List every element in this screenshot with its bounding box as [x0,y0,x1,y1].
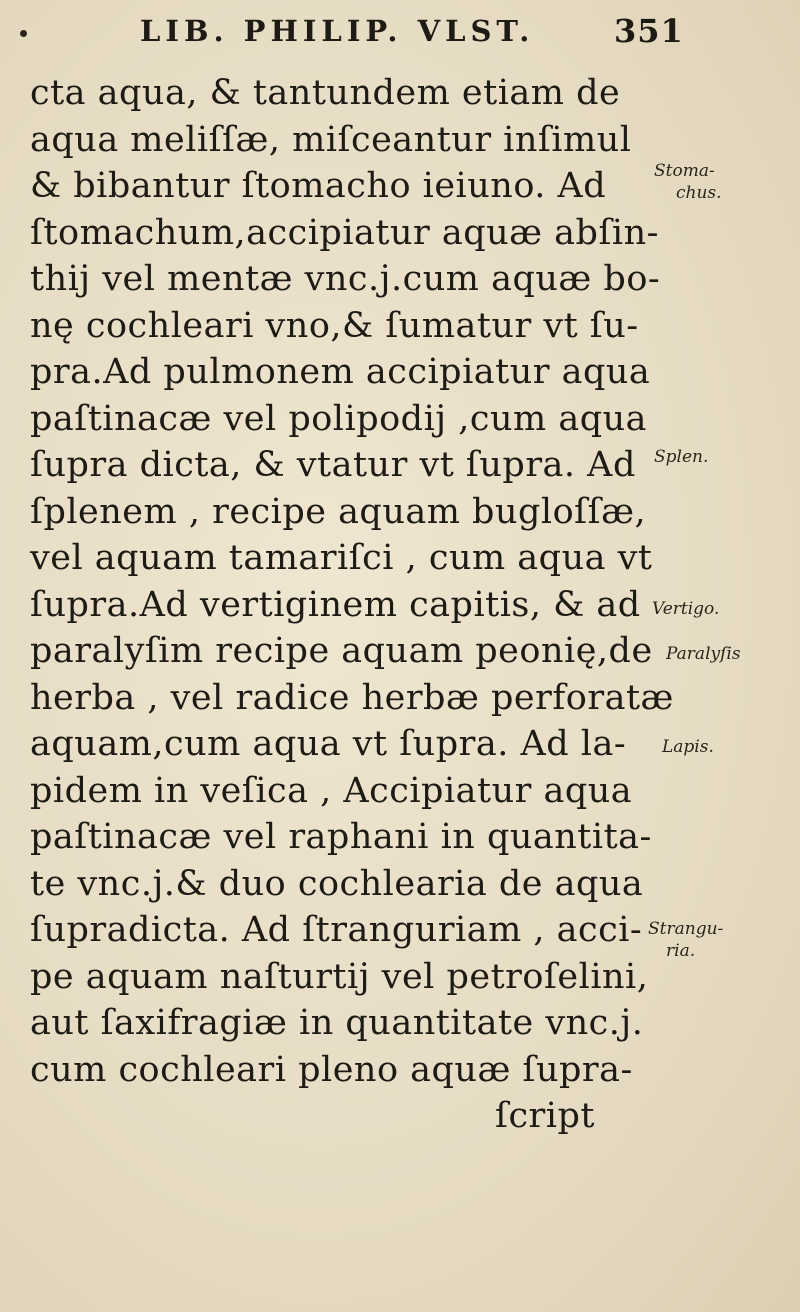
catchword: ſcript [495,1096,595,1136]
text-line-10: ſplenem , recipe aquam bugloſſæ, [30,491,647,532]
text-line-22: cum cochleari pleno aquæ ſupra- [30,1049,633,1090]
text-line-7: pra.Ad pulmonem accipiatur aqua [30,352,651,392]
margin-note-paralysis [666,643,741,665]
margin-note-vertigo [652,598,719,620]
margin-note-stranguria [648,918,723,962]
margin-note-line: Stoma- [654,161,715,181]
margin-note-line: ria. [666,941,696,961]
ink-dot [20,30,27,37]
text-line-3: & bibantur ſtomacho ieiuno. Ad [30,166,607,206]
text-line-21: aut ſaxifragiæ in quantitate vnc.j. [30,1003,644,1043]
text-line-19: ſupradicta. Ad ſtranguriam , acci- [30,910,643,950]
text-line-1: cta aqua, & tantundem etiam de [30,73,621,113]
margin-note-stomachus [654,160,722,204]
text-line-5: thij vel mentæ vnc.j.cum aquæ bo- [30,259,661,299]
margin-note-line: Vertigo. [652,599,720,619]
margin-note-line: Strangu- [648,919,724,939]
margin-note-line: Lapis. [662,737,714,757]
page-number: 351 [614,12,684,50]
margin-note-line: Paralyſis [666,644,741,664]
text-line-4: ſtomachum,accipiatur aquæ abſin- [30,212,659,253]
text-line-12: ſupra.Ad vertiginem capitis, & ad [30,584,641,625]
margin-note-lapis [662,736,714,758]
margin-note-splen [654,446,708,468]
margin-note-line: Splen. [654,447,709,467]
text-line-18: te vnc.j.& duo cochlearia de aqua [30,863,644,904]
text-line-15: aquam,cum aqua vt ſupra. Ad la- [30,724,627,764]
text-line-17: paſtinacæ vel raphani in quantita- [30,817,652,857]
body-text [30,70,674,1140]
text-line-13: paralyſim recipe aquam peonię,de [30,631,653,671]
text-line-20: pe aquam naſturtij vel petroſelini, [30,956,649,997]
text-line-16: pidem in veſica , Accipiatur aqua [30,770,633,811]
text-line-11: vel aquam tamariſci , cum aqua vt [30,538,653,578]
text-line-14: herba , vel radice herbæ perforatæ [30,677,674,718]
text-line-9: ſupra dicta, & vtatur vt ſupra. Ad [30,445,636,485]
text-line-2: aqua meliſſæ, miſceantur inſimul [30,119,632,160]
running-head: LIB. PHILIP. VLST. [140,14,535,48]
margin-note-line: chus. [676,183,722,203]
text-line-8: paſtinacæ vel polipodij ,cum aqua [30,398,648,439]
text-line-6: nę cochleari vno,& ſumatur vt ſu- [30,305,639,346]
